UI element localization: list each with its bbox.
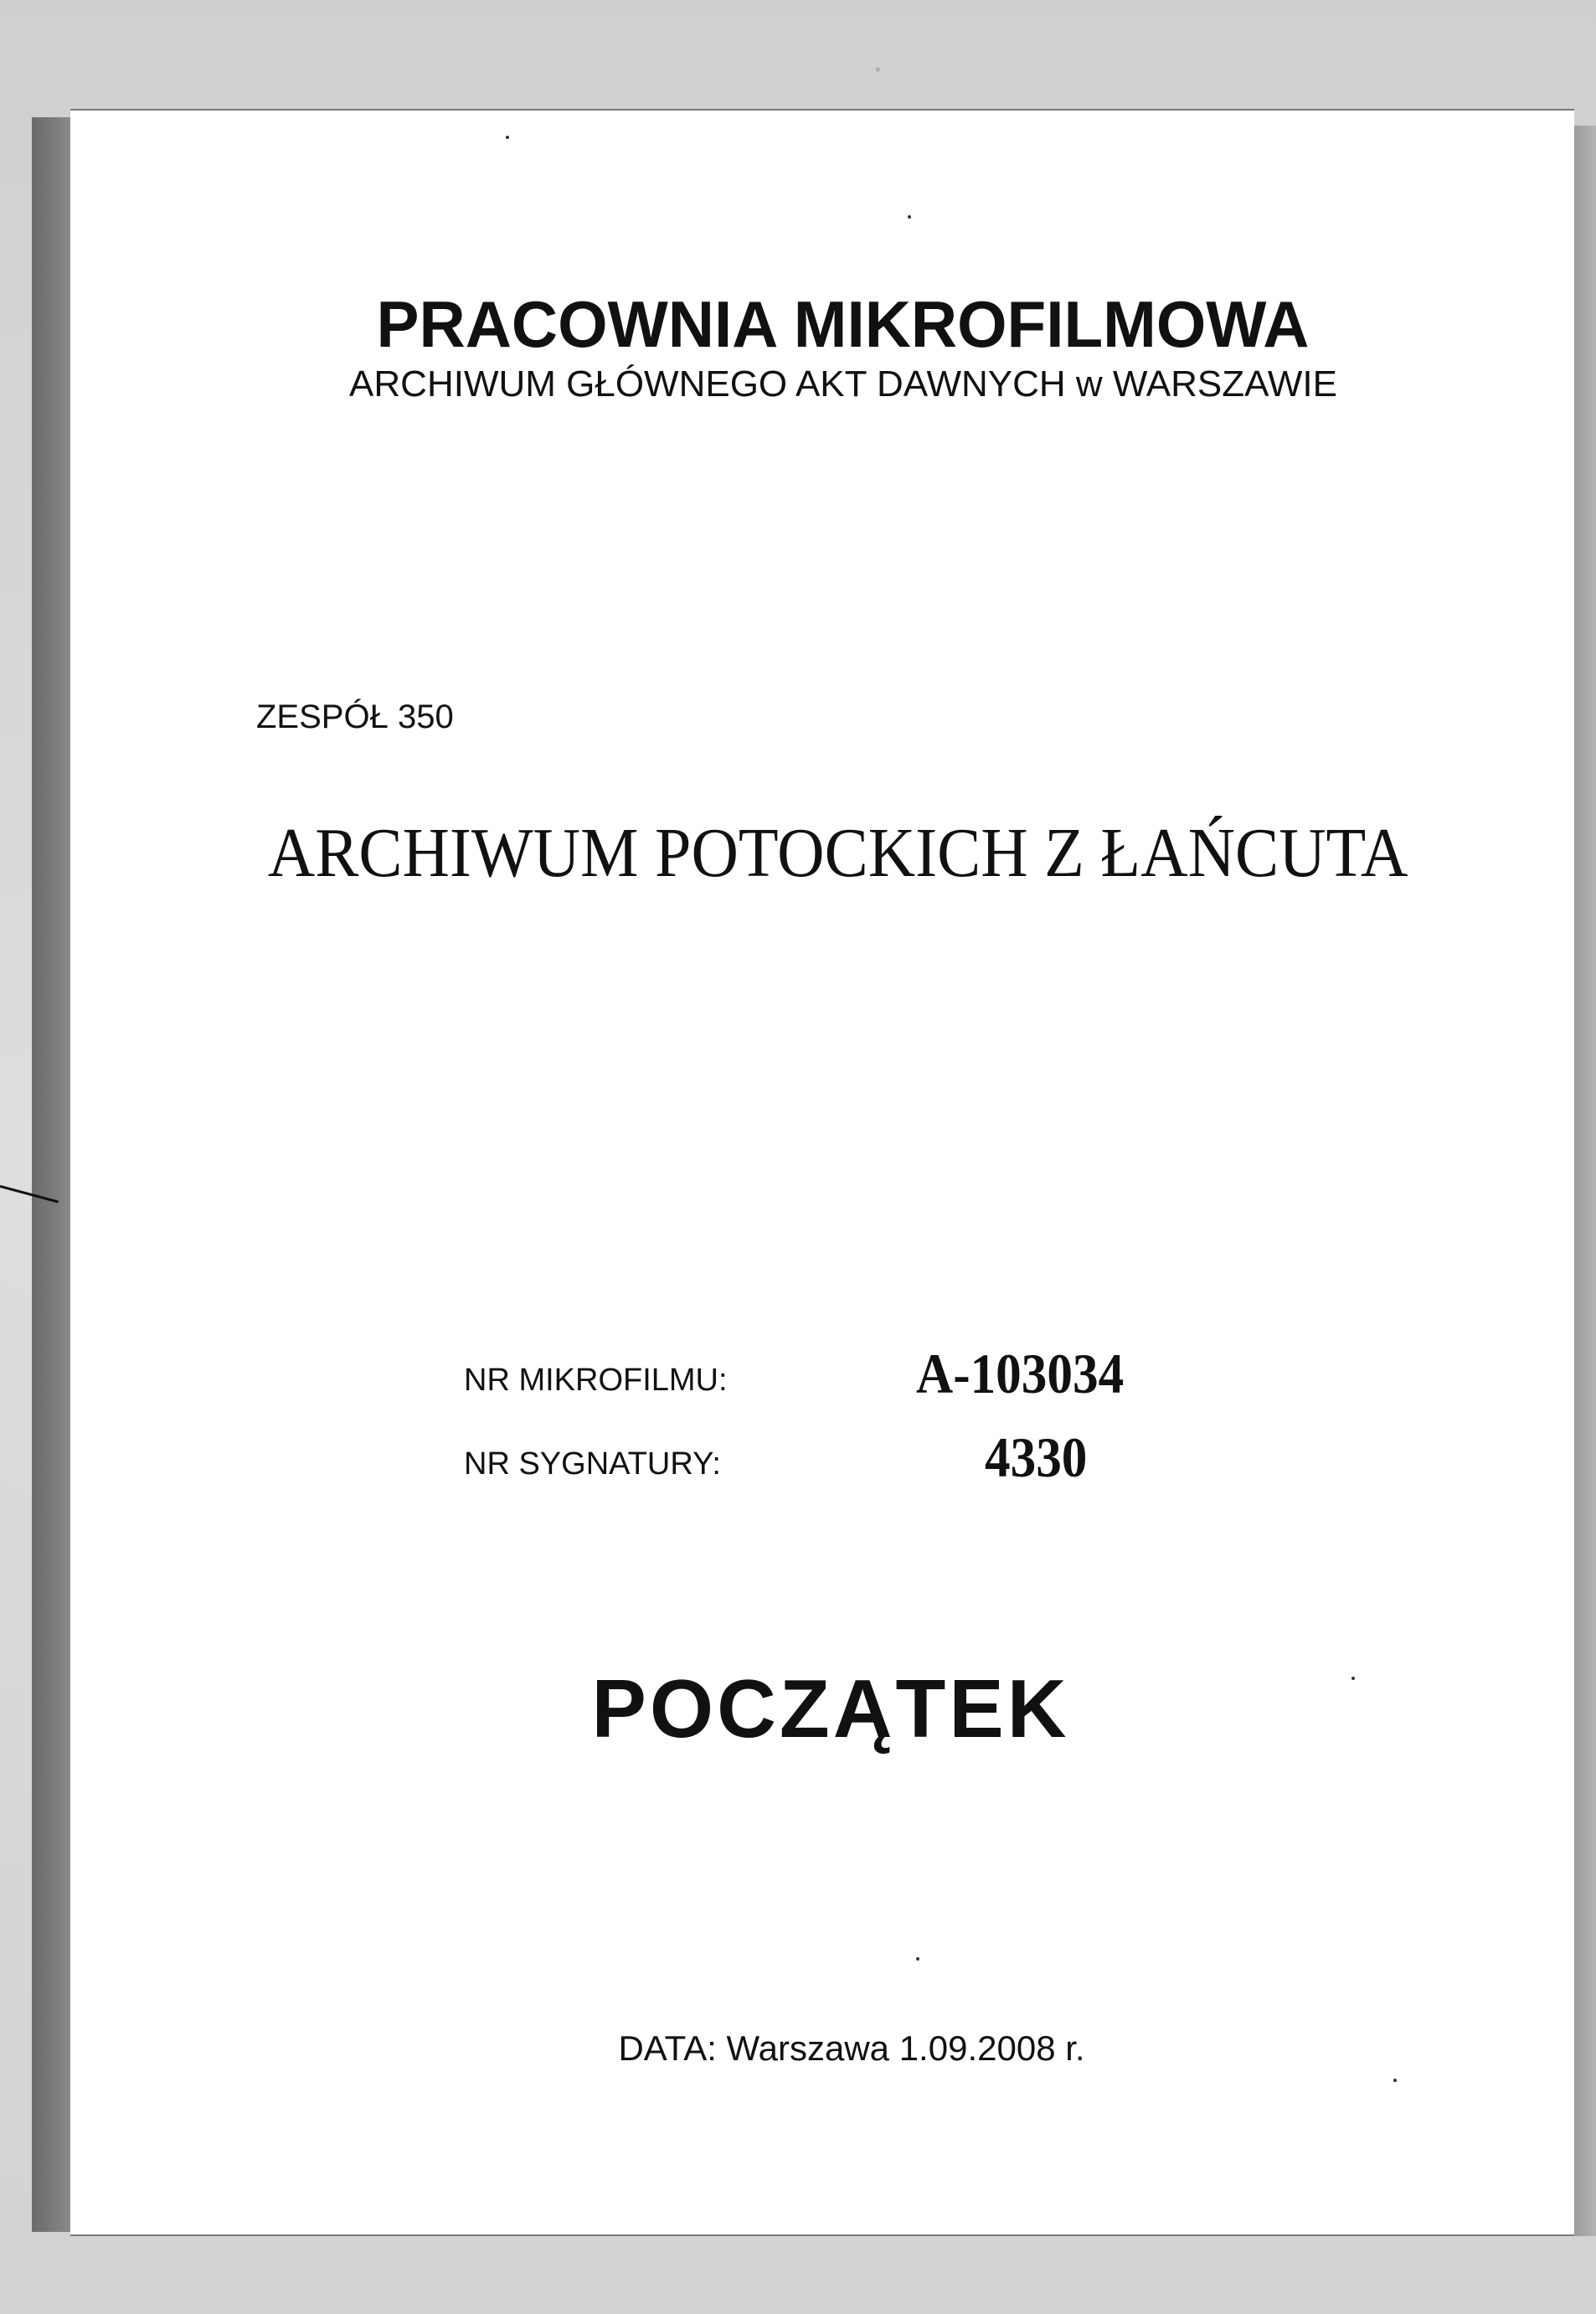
date-line: DATA: Warszawa 1.09.2008 r.: [618, 2028, 1085, 2068]
start-marker: POCZĄTEK: [591, 1662, 1070, 1755]
signature-number-value: 4330: [985, 1425, 1088, 1489]
dust-speck: [916, 1957, 919, 1961]
film-edge-left: [32, 117, 70, 2232]
dust-speck: [506, 136, 509, 139]
microfilm-target-sheet: [70, 111, 1574, 2234]
microfilm-number-row: [464, 1332, 1218, 1407]
signature-number-row: [464, 1415, 1218, 1491]
dust-speck: [1393, 2079, 1397, 2082]
dust-speck: [908, 215, 911, 219]
fond-title: ARCHIWUM POTOCKICH Z ŁAŃCUTA: [267, 814, 1408, 892]
header-subtitle: ARCHIWUM GŁÓWNEGO AKT DAWNYCH w WARSZAWIE: [349, 363, 1337, 405]
fond-number-label: ZESPÓŁ 350: [256, 698, 454, 735]
dust-speck: [1351, 1677, 1355, 1680]
film-edge-right: [1574, 126, 1596, 2236]
header-title: PRACOWNIA MIKROFILMOWA: [376, 287, 1310, 361]
microfilm-number-value: A-103034: [916, 1342, 1125, 1405]
signature-number-label: NR SYGNATURY:: [464, 1446, 721, 1482]
microfilm-number-label: NR MIKROFILMU:: [464, 1363, 728, 1398]
